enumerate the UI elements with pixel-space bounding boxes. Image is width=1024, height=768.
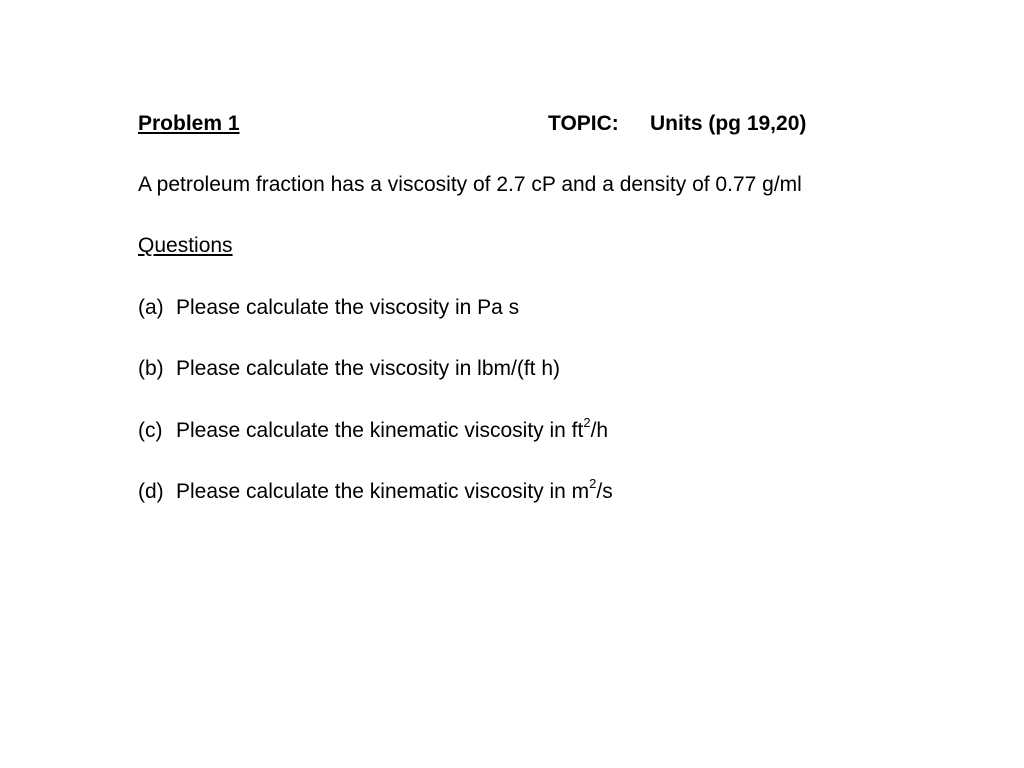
topic-value: Units (pg 19,20): [650, 112, 807, 135]
topic-label: TOPIC:: [548, 112, 619, 135]
question-text-suffix: /h: [590, 419, 609, 442]
question-text: Please calculate the kinematic viscosity in ft: [176, 419, 584, 442]
question-marker: (a): [138, 296, 164, 319]
question-text: Please calculate the viscosity in lbm/(ft h): [176, 357, 560, 380]
question-text: Please calculate the viscosity in Pa s: [176, 296, 520, 319]
superscript: 2: [583, 415, 591, 430]
questions-heading: Questions: [138, 234, 233, 257]
question-c: [138, 415, 898, 444]
question-marker: (d): [138, 480, 164, 503]
problem-header: [138, 111, 898, 137]
problem-statement: A petroleum fraction has a viscosity of 2.7 cP and a density of 0.77 g/ml: [138, 173, 802, 196]
question-d: [138, 476, 898, 505]
superscript: 2: [589, 476, 597, 491]
question-b: [138, 356, 898, 382]
question-marker: (c): [138, 419, 163, 442]
question-a: [138, 295, 898, 321]
problem-title: Problem 1: [138, 112, 240, 135]
question-marker: (b): [138, 357, 164, 380]
question-text-suffix: /s: [596, 480, 613, 503]
question-text: Please calculate the kinematic viscosity in m: [176, 480, 590, 503]
